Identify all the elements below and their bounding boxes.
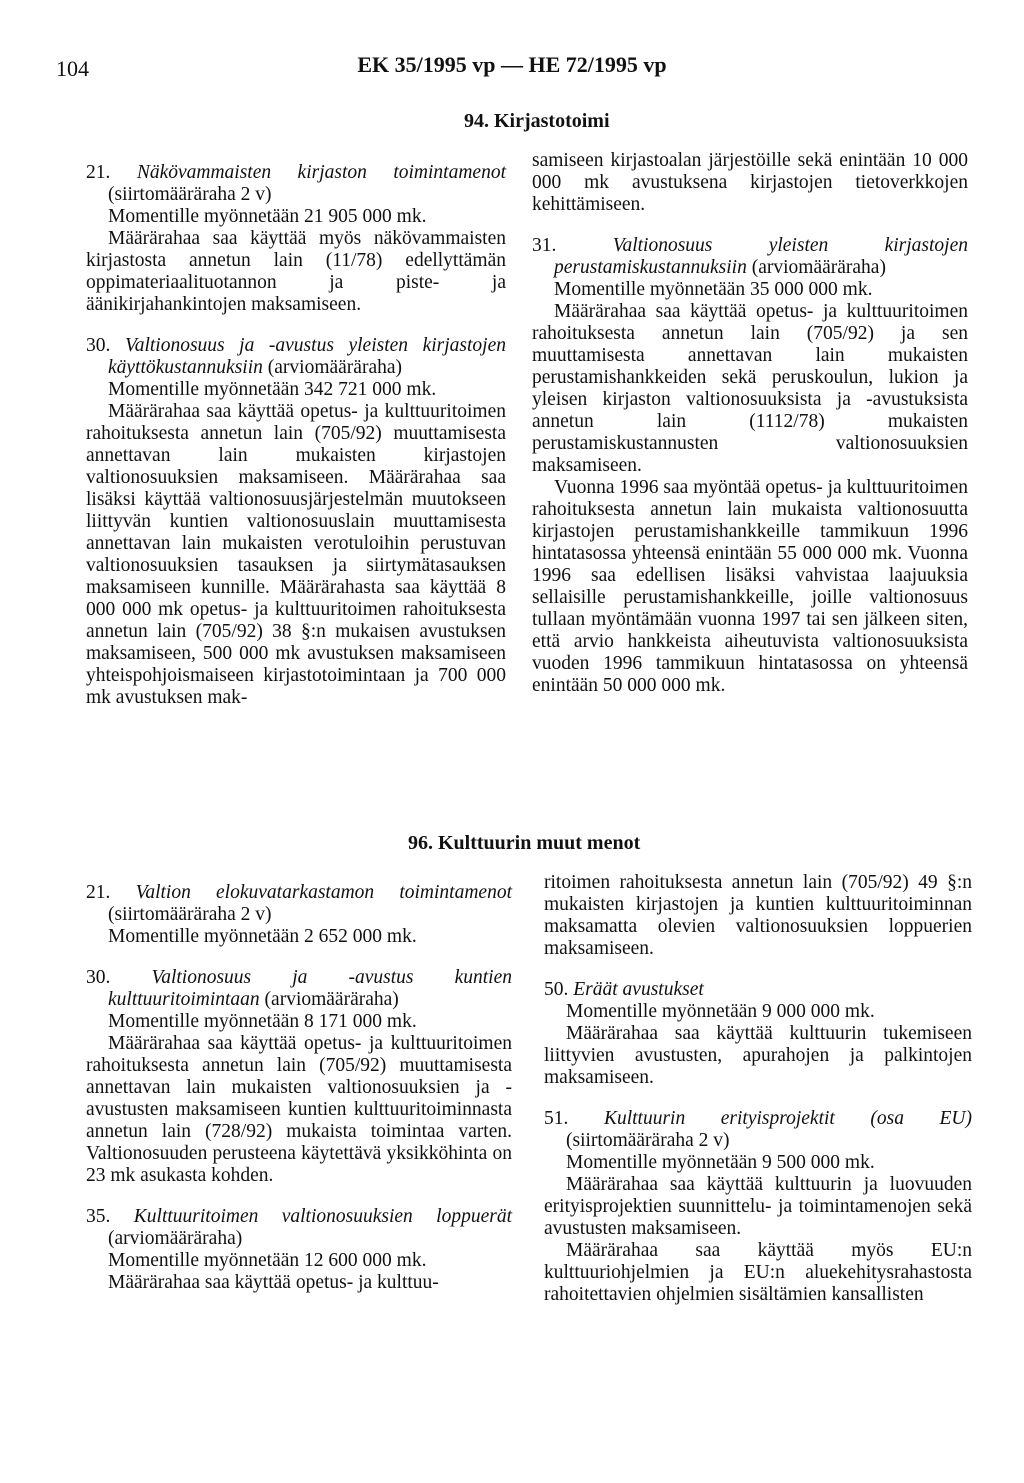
item-94-30	[86, 335, 506, 709]
item-text: Määrärahaa saa käyttää myös näkövammaisten kirjastosta annetun lain (11/78) edellyttämän oppimateriaalituotannon ja piste- ja äänikirjahankintojen maksamiseen.	[86, 228, 506, 315]
continued-text: ritoimen rahoituksesta annetun lain (705/92) 49 §:n mukaisten kirjastojen ja kuntien kulttuuritoiminnan maksamatta olevien valtionosuuksien loppuerien maksamiseen.	[544, 872, 972, 959]
item-96-30	[86, 967, 512, 1187]
item-title: Kulttuurin erityisprojektit (osa EU)	[603, 1108, 973, 1129]
item-title: Valtionosuus ja -avustus yleisten kirjastojen käyttökustannuksiin	[108, 335, 506, 378]
item-title: Valtionosuus ja -avustus kuntien kulttuuritoimintaan	[108, 967, 512, 1010]
appropriation-type: (arviomääräraha)	[264, 989, 399, 1010]
item-text: Määrärahaa saa käyttää opetus- ja kulttuuritoimen rahoituksesta annetun lain (705/92) ja sen muuttamisesta annettavan lain mukaisten perustamishankkeiden sekä peruskoulun, lukion ja yleisen kirjaston valtionosuuksista ja -avustuksista annetun lain (1112/78) mukaisten perustamiskustannusten valtionosuuksien maksamiseen.	[532, 301, 968, 476]
item-number: 21.	[86, 162, 111, 183]
momentti-line: Momentille myönnetään 9 000 000 mk.	[566, 1001, 875, 1022]
running-title: EK 35/1995 vp — HE 72/1995 vp	[357, 52, 667, 77]
item-title: Eräät avustukset	[573, 979, 704, 1000]
item-96-51	[544, 1108, 972, 1306]
item-94-21	[86, 162, 506, 316]
item-title: Kulttuuritoimen valtionosuuksien loppuerät	[133, 1206, 513, 1227]
item-number: 21.	[86, 882, 111, 903]
section94-right-column	[532, 150, 968, 697]
section-heading-94: 94. Kirjastotoimi	[464, 110, 610, 132]
momentti-line: Momentille myönnetään 21 905 000 mk.	[108, 206, 427, 227]
item-text: Määrärahaa saa käyttää opetus- ja kulttuu-	[108, 1272, 439, 1293]
section-heading-96: 96. Kulttuurin muut menot	[408, 832, 641, 854]
item-text: Määrärahaa saa käyttää kulttuurin tukemiseen liittyvien avustusten, apurahojen ja palkintojen maksamiseen.	[544, 1023, 972, 1088]
section96-right-column	[544, 872, 972, 1306]
section94-left-column	[86, 162, 506, 709]
item-94-31	[532, 235, 968, 697]
item-number: 50.	[544, 979, 569, 1000]
appropriation-type: (arviomääräraha)	[108, 1228, 243, 1249]
item-title: Valtionosuus yleisten kirjastojen perustamiskustannuksiin	[554, 235, 968, 278]
item-96-21	[86, 882, 512, 948]
appropriation-type: (siirtomääräraha 2 v)	[108, 184, 272, 205]
continued-text: samiseen kirjastoalan järjestöille sekä enintään 10 000 000 mk avustuksena kirjastojen tietoverkkojen kehittämiseen.	[532, 150, 968, 215]
section96-left-column	[86, 882, 512, 1294]
momentti-line: Momentille myönnetään 35 000 000 mk.	[554, 279, 873, 300]
appropriation-type: (siirtomääräraha 2 v)	[566, 1130, 730, 1151]
item-number: 51.	[544, 1108, 569, 1129]
item-number: 31.	[532, 235, 557, 256]
momentti-line: Momentille myönnetään 342 721 000 mk.	[108, 379, 437, 400]
momentti-line: Momentille myönnetään 12 600 000 mk.	[108, 1250, 427, 1271]
item-text: Määrärahaa saa käyttää opetus- ja kulttuuritoimen rahoituksesta annetun lain (705/92) muuttamisesta annettavan lain mukaisten valtionosuuksien ja -avustusten maksamiseen kuntien kulttuuritoiminnasta annetun lain (728/92) mukaista toimintaa varten. Valtionosuuden perusteena käytettävä yksikköhinta on 23 mk asukasta kohden.	[86, 1033, 512, 1186]
item-number: 35.	[86, 1206, 111, 1227]
item-text: Määrärahaa saa käyttää opetus- ja kulttuuritoimen rahoituksesta annetun lain (705/92) muuttamisesta annettavan lain mukaisten kirjastojen valtionosuuksien maksamiseen. Määrärahaa saa lisäksi käyttää valtionosuusjärjestelmän muutokseen liittyvän kuntien valtionosuuslain muuttamisesta annettavan lain mukaisten verotuloihin perustuvan valtionosuuksien tasauksen ja siirtymätasauksen maksamiseen kunnille. Määrärahasta saa käyttää 8 000 000 mk opetus- ja kulttuuritoimen rahoituksesta annetun lain (705/92) 38 §:n mukaisen avustuksen maksamiseen, 500 000 mk avustuksen maksamiseen yhteispohjoismaiseen kirjastotoimintaan ja 700 000 mk avustuksen mak-	[86, 401, 506, 708]
item-text: Määrärahaa saa käyttää kulttuurin ja luovuuden erityisprojektien suunnittelu- ja toimintamenojen sekä avustusten maksamiseen.	[544, 1174, 972, 1239]
item-text: Vuonna 1996 saa myöntää opetus- ja kulttuuritoimen rahoituksesta annetun lain mukaista valtionosuutta kirjastojen perustamishankkeille tammikuun 1996 hintatasossa yhteensä enintään 55 000 000 mk. Vuonna 1996 saa edellisen lisäksi vahvistaa laajuuksia sellaisille perustamishankkeille, joille valtionosuus tullaan myöntämään vuonna 1997 tai sen jälkeen siten, että arvio hankkeista aiheutuvista valtionosuuksista vuoden 1996 tammikuun hintatasossa on yhteensä enintään 50 000 000 mk.	[532, 477, 968, 696]
item-96-50	[544, 979, 972, 1089]
item-number: 30.	[86, 967, 111, 988]
appropriation-type: (siirtomääräraha 2 v)	[108, 904, 272, 925]
item-96-35	[86, 1206, 512, 1294]
page-number: 104	[56, 56, 89, 81]
item-number: 30.	[86, 335, 111, 356]
item-title: Näkövammaisten kirjaston toimintamenot	[136, 162, 506, 183]
item-title: Valtion elokuvatarkastamon toimintamenot	[135, 882, 513, 903]
item-text: Määrärahaa saa käyttää myös EU:n kulttuuriohjelmien ja EU:n aluekehitysrahastosta rahoitettavien ohjelmien sisältämien kansallisten	[544, 1240, 972, 1305]
appropriation-type: (arviomääräraha)	[267, 357, 402, 378]
momentti-line: Momentille myönnetään 8 171 000 mk.	[108, 1011, 417, 1032]
momentti-line: Momentille myönnetään 2 652 000 mk.	[108, 926, 417, 947]
momentti-line: Momentille myönnetään 9 500 000 mk.	[566, 1152, 875, 1173]
appropriation-type: (arviomääräraha)	[751, 257, 886, 278]
